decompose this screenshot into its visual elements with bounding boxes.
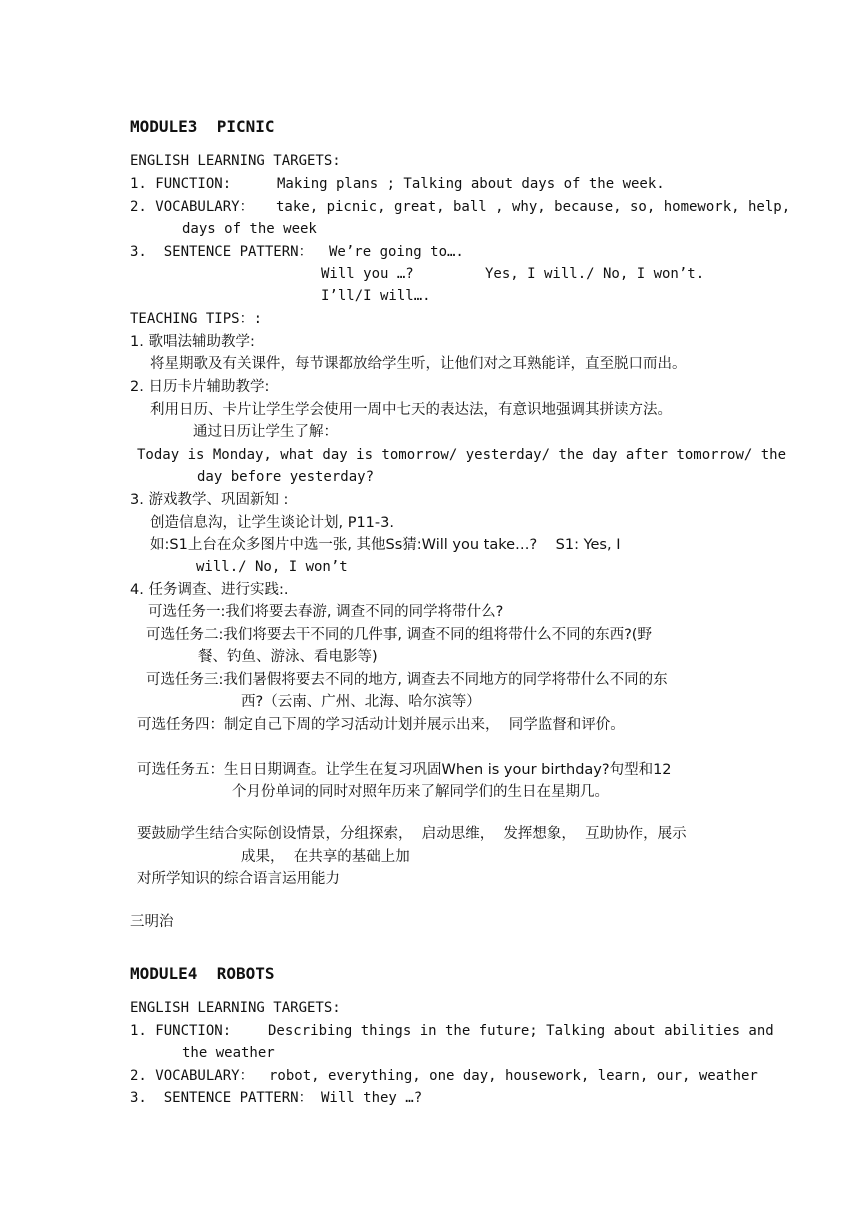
module4-function-cont: the weather [182, 1045, 275, 1061]
task-2b: 餐、钓鱼、游泳、看电影等) [198, 649, 378, 665]
module4-sentence-label: 3. SENTENCE PATTERN： [130, 1090, 313, 1106]
module4-sentence-1: Will they …? [321, 1090, 423, 1106]
task-2a: 可选任务二:我们将要去干不同的几件事, 调查不同的组将带什么不同的东西?(野 [146, 627, 652, 643]
module3-sentence-1: We’re going to…. [329, 244, 464, 260]
tip2-title: 2. 日历卡片辅助教学: [130, 379, 270, 395]
module3-tips-heading: TEACHING TIPS：: [130, 311, 263, 327]
encourage-2: 成果， 在共享的基础上加 [241, 849, 410, 865]
task-4: 可选任务四：制定自己下周的学习活动计划并展示出来， 同学监督和评价。 [137, 717, 625, 733]
module3-vocab-cont: days of the week [182, 221, 317, 237]
module4-vocab-text: robot, everything, one day, housework, learn, our, weather [269, 1068, 758, 1084]
module3-sentence-2b: Yes, I will./ No, I won’t. [485, 266, 705, 282]
tip2-question-1: Today is Monday, what day is tomorrow/ yesterday/ the day after tomorrow/ the [137, 447, 787, 463]
stray-text: 三明治 [130, 914, 174, 930]
task-1: 可选任务一:我们将要去春游, 调查不同的同学将带什么? [148, 604, 504, 620]
tip1-body: 将星期歌及有关课件，每节课都放给学生听，让他们对之耳熟能详，直至脱口而出。 [150, 356, 687, 372]
tip3-example-2: will./ No, I won’t [196, 559, 348, 575]
task-3b: 西?（云南、广州、北海、哈尔滨等） [241, 694, 481, 710]
module4-vocab-label: 2. VOCABULARY： [130, 1068, 254, 1084]
task-5a: 可选任务五：生日日期调查。让学生在复习巩固When is your birthday?句型和12 [137, 762, 672, 778]
encourage-1: 要鼓励学生结合实际创设情景，分组探索， 启动思维， 发挥想象， 互助协作，展示 [137, 826, 687, 842]
encourage-3: 对所学知识的综合语言运用能力 [137, 871, 340, 887]
module3-sentence-3: I’ll/I will…. [321, 288, 431, 304]
tip1-title: 1. 歌唱法辅助教学: [130, 334, 255, 350]
module3-function-label: 1. FUNCTION: [130, 176, 232, 192]
module3-title: MODULE3 PICNIC [130, 117, 275, 136]
module3-vocab-text: take, picnic, great, ball , why, because, so, homework, help, [276, 199, 791, 215]
tip2-question-2: day before yesterday? [197, 469, 375, 485]
tip4-title: 4. 任务调查、进行实践:. [130, 582, 289, 598]
module4-function-label: 1. FUNCTION: [130, 1023, 232, 1039]
tip3-body: 创造信息沟，让学生谈论计划, P11-3. [150, 515, 394, 531]
module4-targets-heading: ENGLISH LEARNING TARGETS: [130, 1000, 341, 1016]
task-5b: 个月份单词的同时对照年历来了解同学们的生日在星期几。 [232, 784, 609, 800]
module4-title: MODULE4 ROBOTS [130, 964, 275, 983]
module3-sentence-2a: Will you …? [321, 266, 414, 282]
tip3-title: 3. 游戏教学、巩固新知 : [130, 492, 289, 508]
tip2-body: 利用日历、卡片让学生学会使用一周中七天的表达法，有意识地强调其拼读方法。 [150, 402, 672, 418]
task-3a: 可选任务三:我们暑假将要去不同的地方, 调查去不同地方的同学将带什么不同的东 [146, 672, 668, 688]
tip3-example-1: 如:S1上台在众多图片中选一张, 其他Ss猜:Will you take…? S1: Yes, I [150, 537, 621, 553]
module3-function-text: Making plans ; Talking about days of the week. [277, 176, 665, 192]
module4-function-text: Describing things in the future; Talking about abilities and [268, 1023, 774, 1039]
module3-sentence-label: 3. SENTENCE PATTERN： [130, 244, 313, 260]
module3-vocab-label: 2. VOCABULARY： [130, 199, 254, 215]
tip2-body2: 通过日历让学生了解： [193, 424, 338, 440]
module3-targets-heading: ENGLISH LEARNING TARGETS: [130, 153, 341, 169]
